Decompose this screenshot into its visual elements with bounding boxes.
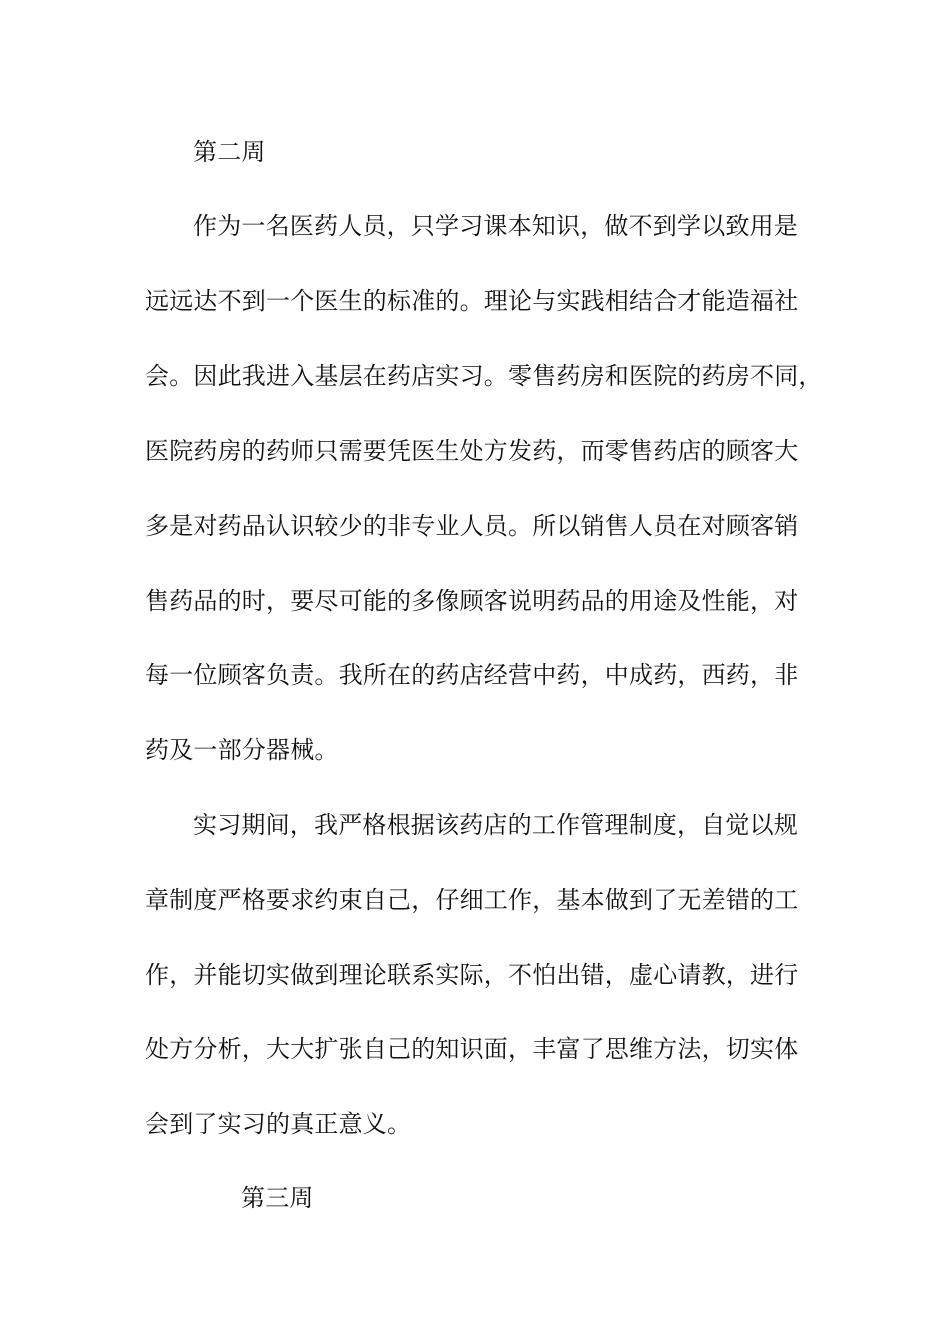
heading-week-3: 第三周: [241, 1184, 314, 1212]
paragraph-1-line-1: 作为一名医药人员，只学习课本知识，做不到学以致用是: [193, 212, 798, 240]
paragraph-1-line-5: 多是对药品认识较少的非专业人员。所以销售人员在对顾客销: [145, 512, 799, 540]
paragraph-2-line-5: 会到了实习的真正意义。: [145, 1110, 412, 1138]
paragraph-2-line-3: 作，并能切实做到理论联系实际，不怕出错，虚心请教，进行: [145, 961, 799, 989]
paragraph-2-line-1: 实习期间，我严格根据该药店的工作管理制度，自觉以规: [193, 811, 798, 839]
paragraph-2-line-2: 章制度严格要求约束自己，仔细工作，基本做到了无差错的工: [145, 886, 799, 914]
paragraph-1-line-4: 医院药房的药师只需要凭医生处方发药，而零售药店的顾客大: [145, 437, 799, 465]
paragraph-1-line-7: 每一位顾客负责。我所在的药店经营中药，中成药，西药，非: [145, 661, 799, 689]
paragraph-1-line-3: 会。因此我进入基层在药店实习。零售药房和医院的药房不同，: [145, 362, 823, 390]
heading-week-2: 第二周: [193, 138, 266, 166]
paragraph-1-line-8: 药及一部分器械。: [145, 736, 339, 764]
paragraph-1-line-6: 售药品的时，要尽可能的多像顾客说明药品的用途及性能，对: [145, 587, 799, 615]
paragraph-2-line-4: 处方分析，大大扩张自己的知识面，丰富了思维方法，切实体: [145, 1035, 799, 1063]
paragraph-1-line-2: 远远达不到一个医生的标准的。理论与实践相结合才能造福社: [145, 287, 799, 315]
